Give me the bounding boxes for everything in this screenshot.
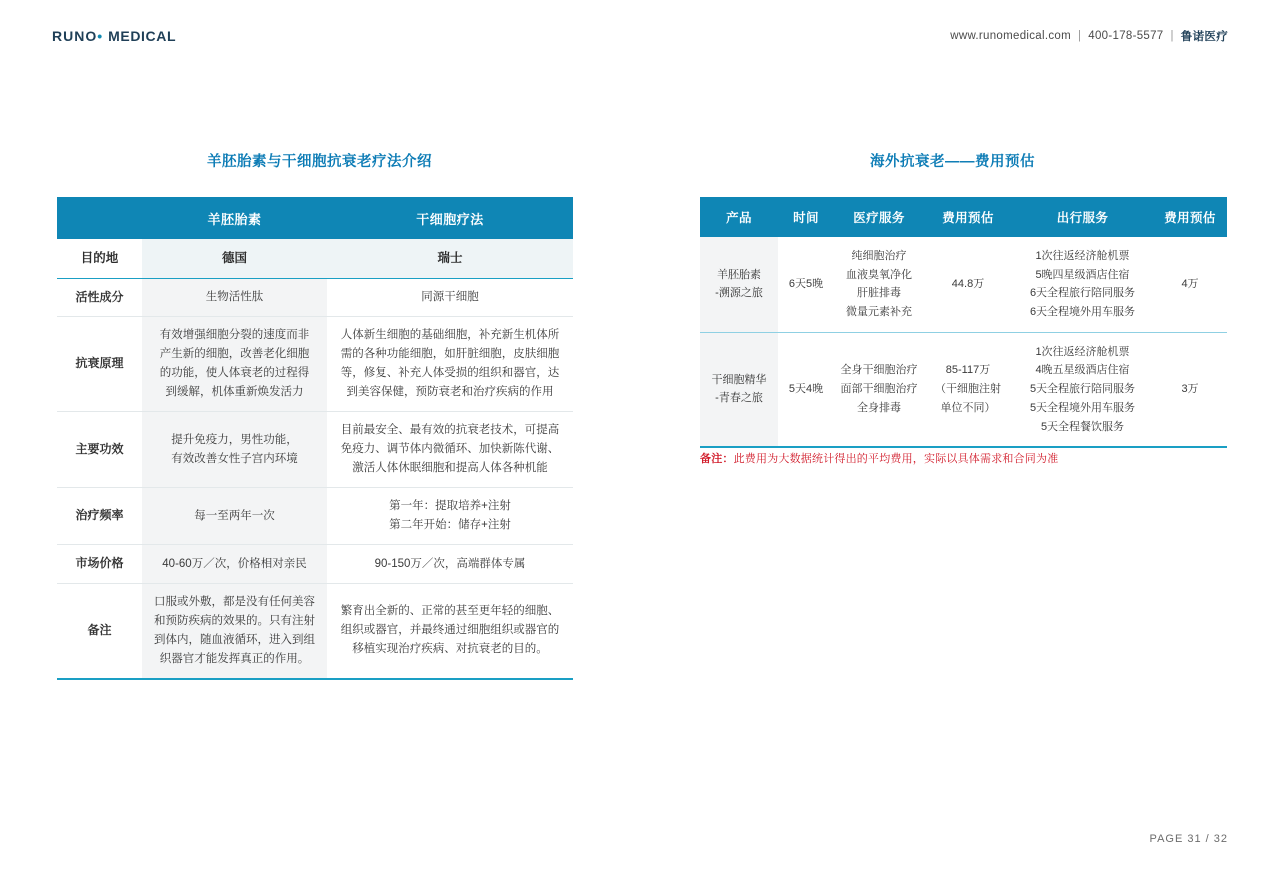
website-text: www.runomedical.com	[950, 30, 1071, 42]
cell-product-1: 羊胚胎素 -溯源之旅	[700, 237, 778, 332]
table-row	[57, 488, 573, 545]
table-row	[57, 545, 573, 584]
brand-logo	[52, 28, 176, 44]
cost-note	[700, 450, 1058, 466]
col-header-stem-cell: 干细胞疗法	[327, 197, 573, 239]
cell-medical-1: 纯细胞治疗 血液臭氧净化 肝脏排毒 微量元素补充	[834, 237, 924, 332]
row-label-effects: 主要功效	[57, 412, 142, 488]
cell-frequency-stem: 第一年：提取培养+注射 第二年开始：储存+注射	[327, 488, 573, 545]
separator-2: |	[1170, 30, 1174, 42]
col-header-duration: 时间	[778, 197, 834, 237]
logo-mark	[52, 28, 103, 44]
logo-accent-dot: •	[97, 28, 104, 44]
separator-1: |	[1077, 30, 1082, 42]
cell-effects-sheep: 提升免疫力，男性功能， 有效改善女性子宫内环境	[142, 412, 327, 488]
table-row	[700, 237, 1227, 332]
logo-mark-text: RUNO	[52, 28, 98, 44]
cell-medical-cost-1: 44.8万	[924, 237, 1012, 332]
page-number: PAGE 31 / 32	[1149, 833, 1228, 845]
cell-frequency-sheep: 每一至两年一次	[142, 488, 327, 545]
cell-product-2: 干细胞精华 -青春之旅	[700, 332, 778, 447]
cell-medical-cost-2: 85-117万 （干细胞注射 单位不同）	[924, 332, 1012, 447]
cell-price-sheep: 40-60万／次，价格相对亲民	[142, 545, 327, 584]
col-header-medical-service: 医疗服务	[834, 197, 924, 237]
row-label-price: 市场价格	[57, 545, 142, 584]
cell-travel-2: 1次往返经济舱机票 4晚五星级酒店住宿 5天全程旅行陪同服务 5天全程境外用车服务 5天全程餐饮服务	[1012, 332, 1153, 447]
row-label-remark: 备注	[57, 583, 142, 678]
table-row	[57, 278, 573, 317]
col-header-travel-cost: 费用预估	[1153, 197, 1227, 237]
table-row	[57, 239, 573, 278]
cost-estimate-table	[700, 197, 1227, 448]
comparison-table-body	[57, 239, 573, 679]
logo-wordmark: MEDICAL	[108, 28, 177, 44]
cell-travel-cost-2: 3万	[1153, 332, 1227, 447]
cell-destination-stem: 瑞士	[327, 239, 573, 278]
cell-principle-stem: 人体新生细胞的基础细胞，补充新生机体所 需的各种功能细胞，如肝脏细胞，皮肤细胞 等，修复、补充人体受损的组织和器官，达 到美容保健，预防衰老和治疗疾病的作用	[327, 317, 573, 412]
cell-duration-2: 5天4晚	[778, 332, 834, 447]
left-section-title: 羊胚胎素与干细胞抗衰老疗法介绍	[207, 154, 432, 170]
col-header-product: 产品	[700, 197, 778, 237]
page-header	[0, 0, 1280, 72]
header-contact	[950, 28, 1228, 44]
row-label-frequency: 治疗频率	[57, 488, 142, 545]
comparison-table	[57, 197, 573, 680]
table-header-row	[700, 197, 1227, 237]
table-row	[700, 332, 1227, 447]
cell-destination-sheep: 德国	[142, 239, 327, 278]
right-section-title: 海外抗衰老——费用预估	[870, 154, 1035, 170]
table-row	[57, 317, 573, 412]
col-header-sheep-embryo: 羊胚胎素	[142, 197, 327, 239]
cell-duration-1: 6天5晚	[778, 237, 834, 332]
cell-price-stem: 90-150万／次，高端群体专属	[327, 545, 573, 584]
table-header-row	[57, 197, 573, 239]
cell-travel-1: 1次往返经济舱机票 5晚四星级酒店住宿 6天全程旅行陪同服务 6天全程境外用车服务	[1012, 237, 1153, 332]
brand-name-cn: 鲁诺医疗	[1180, 31, 1228, 43]
cost-note-label: 备注：	[700, 453, 734, 465]
cell-remark-stem: 繁育出全新的、正常的甚至更年轻的细胞、 组织或器官，并最终通过细胞组织或器官的 移植实现治疗疾病、对抗衰老的目的。	[327, 583, 573, 678]
col-header-medical-cost: 费用预估	[924, 197, 1012, 237]
col-header-travel-service: 出行服务	[1012, 197, 1153, 237]
col-header-blank	[57, 197, 142, 239]
cell-active-sheep: 生物活性肽	[142, 278, 327, 317]
table-row	[57, 412, 573, 488]
cell-medical-2: 全身干细胞治疗 面部干细胞治疗 全身排毒	[834, 332, 924, 447]
cost-note-text: 此费用为大数据统计得出的平均费用，实际以具体需求和合同为准	[733, 453, 1059, 465]
cost-table-body	[700, 237, 1227, 447]
cost-table-head	[700, 197, 1227, 237]
cell-remark-sheep: 口服或外敷，都是没有任何美容 和预防疾病的效果的。只有注射 到体内，随血液循环，进入到组 织器官才能发挥真正的作用。	[142, 583, 327, 678]
cell-principle-sheep: 有效增强细胞分裂的速度而非 产生新的细胞，改善老化细胞 的功能，使人体衰老的过程得 到缓解，机体重新焕发活力	[142, 317, 327, 412]
comparison-table-head	[57, 197, 573, 239]
table-row	[57, 583, 573, 678]
cell-travel-cost-1: 4万	[1153, 237, 1227, 332]
row-label-principle: 抗衰原理	[57, 317, 142, 412]
cell-active-stem: 同源干细胞	[327, 278, 573, 317]
cell-effects-stem: 目前最安全、最有效的抗衰老技术，可提高 免疫力、调节体内微循环、加快新陈代谢、 激活人体休眠细胞和提高人体各种机能	[327, 412, 573, 488]
row-label-destination: 目的地	[57, 239, 142, 278]
row-label-active-ingredient: 活性成分	[57, 278, 142, 317]
phone-text: 400-178-5577	[1088, 30, 1164, 42]
